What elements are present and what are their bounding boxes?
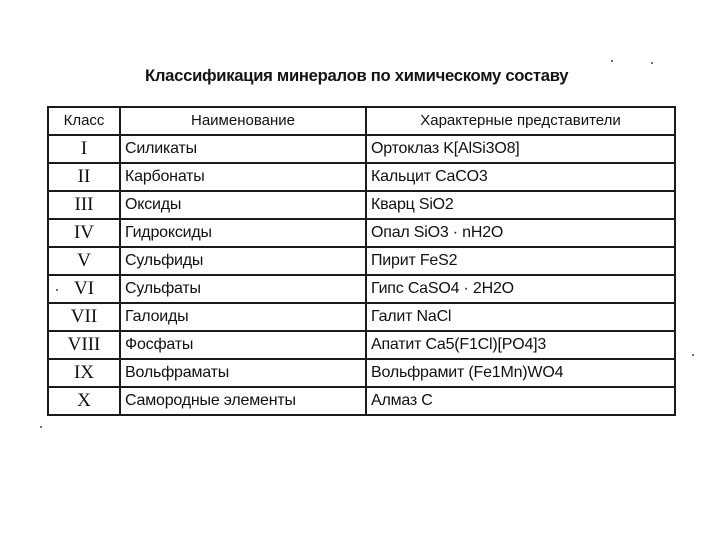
class-cell: IV <box>48 219 120 247</box>
column-header-representatives: Характерные представители <box>366 107 675 135</box>
name-cell: Гидроксиды <box>120 219 366 247</box>
table-row <box>48 303 675 331</box>
representative-cell: Кальцит CaCO3 <box>366 163 675 191</box>
representative-cell: Вольфрамит (Fe1Mn)WO4 <box>366 359 675 387</box>
class-cell: VIII <box>48 331 120 359</box>
column-header-name: Наименование <box>120 107 366 135</box>
class-cell: X <box>48 387 120 415</box>
representative-cell: Гипс CaSO4 · 2H2O <box>366 275 675 303</box>
table-row <box>48 135 675 163</box>
scan-speck <box>692 354 694 356</box>
class-cell: V <box>48 247 120 275</box>
name-cell: Вольфраматы <box>120 359 366 387</box>
name-cell: Сульфаты <box>120 275 366 303</box>
table-row <box>48 275 675 303</box>
representative-cell: Кварц SiO2 <box>366 191 675 219</box>
name-cell: Карбонаты <box>120 163 366 191</box>
representative-cell: Галит NaCl <box>366 303 675 331</box>
class-cell: I <box>48 135 120 163</box>
representative-cell: Опал SiO3 · nH2O <box>366 219 675 247</box>
name-cell: Фосфаты <box>120 331 366 359</box>
table-row <box>48 163 675 191</box>
column-header-class: Класс <box>48 107 120 135</box>
scan-speck <box>40 426 42 428</box>
class-cell: IX <box>48 359 120 387</box>
name-cell: Сульфиды <box>120 247 366 275</box>
representative-cell: Пирит FeS2 <box>366 247 675 275</box>
representative-cell: Апатит Ca5(F1Cl)[PO4]3 <box>366 331 675 359</box>
table-row <box>48 191 675 219</box>
name-cell: Оксиды <box>120 191 366 219</box>
scan-speck <box>611 60 613 62</box>
representative-cell: Ортоклаз K[AlSi3O8] <box>366 135 675 163</box>
name-cell: Галоиды <box>120 303 366 331</box>
table-row <box>48 247 675 275</box>
class-cell: VI <box>48 275 120 303</box>
class-cell: III <box>48 191 120 219</box>
minerals-table <box>47 106 676 416</box>
representative-cell: Алмаз C <box>366 387 675 415</box>
scan-speck <box>651 62 653 64</box>
table-row <box>48 331 675 359</box>
name-cell: Самородные элементы <box>120 387 366 415</box>
table-header-row <box>48 107 675 135</box>
class-cell: II <box>48 163 120 191</box>
class-cell: VII <box>48 303 120 331</box>
page-title: Классификация минералов по химическому составу <box>145 66 569 85</box>
table-row <box>48 219 675 247</box>
name-cell: Силикаты <box>120 135 366 163</box>
table-row <box>48 359 675 387</box>
table-row <box>48 387 675 415</box>
